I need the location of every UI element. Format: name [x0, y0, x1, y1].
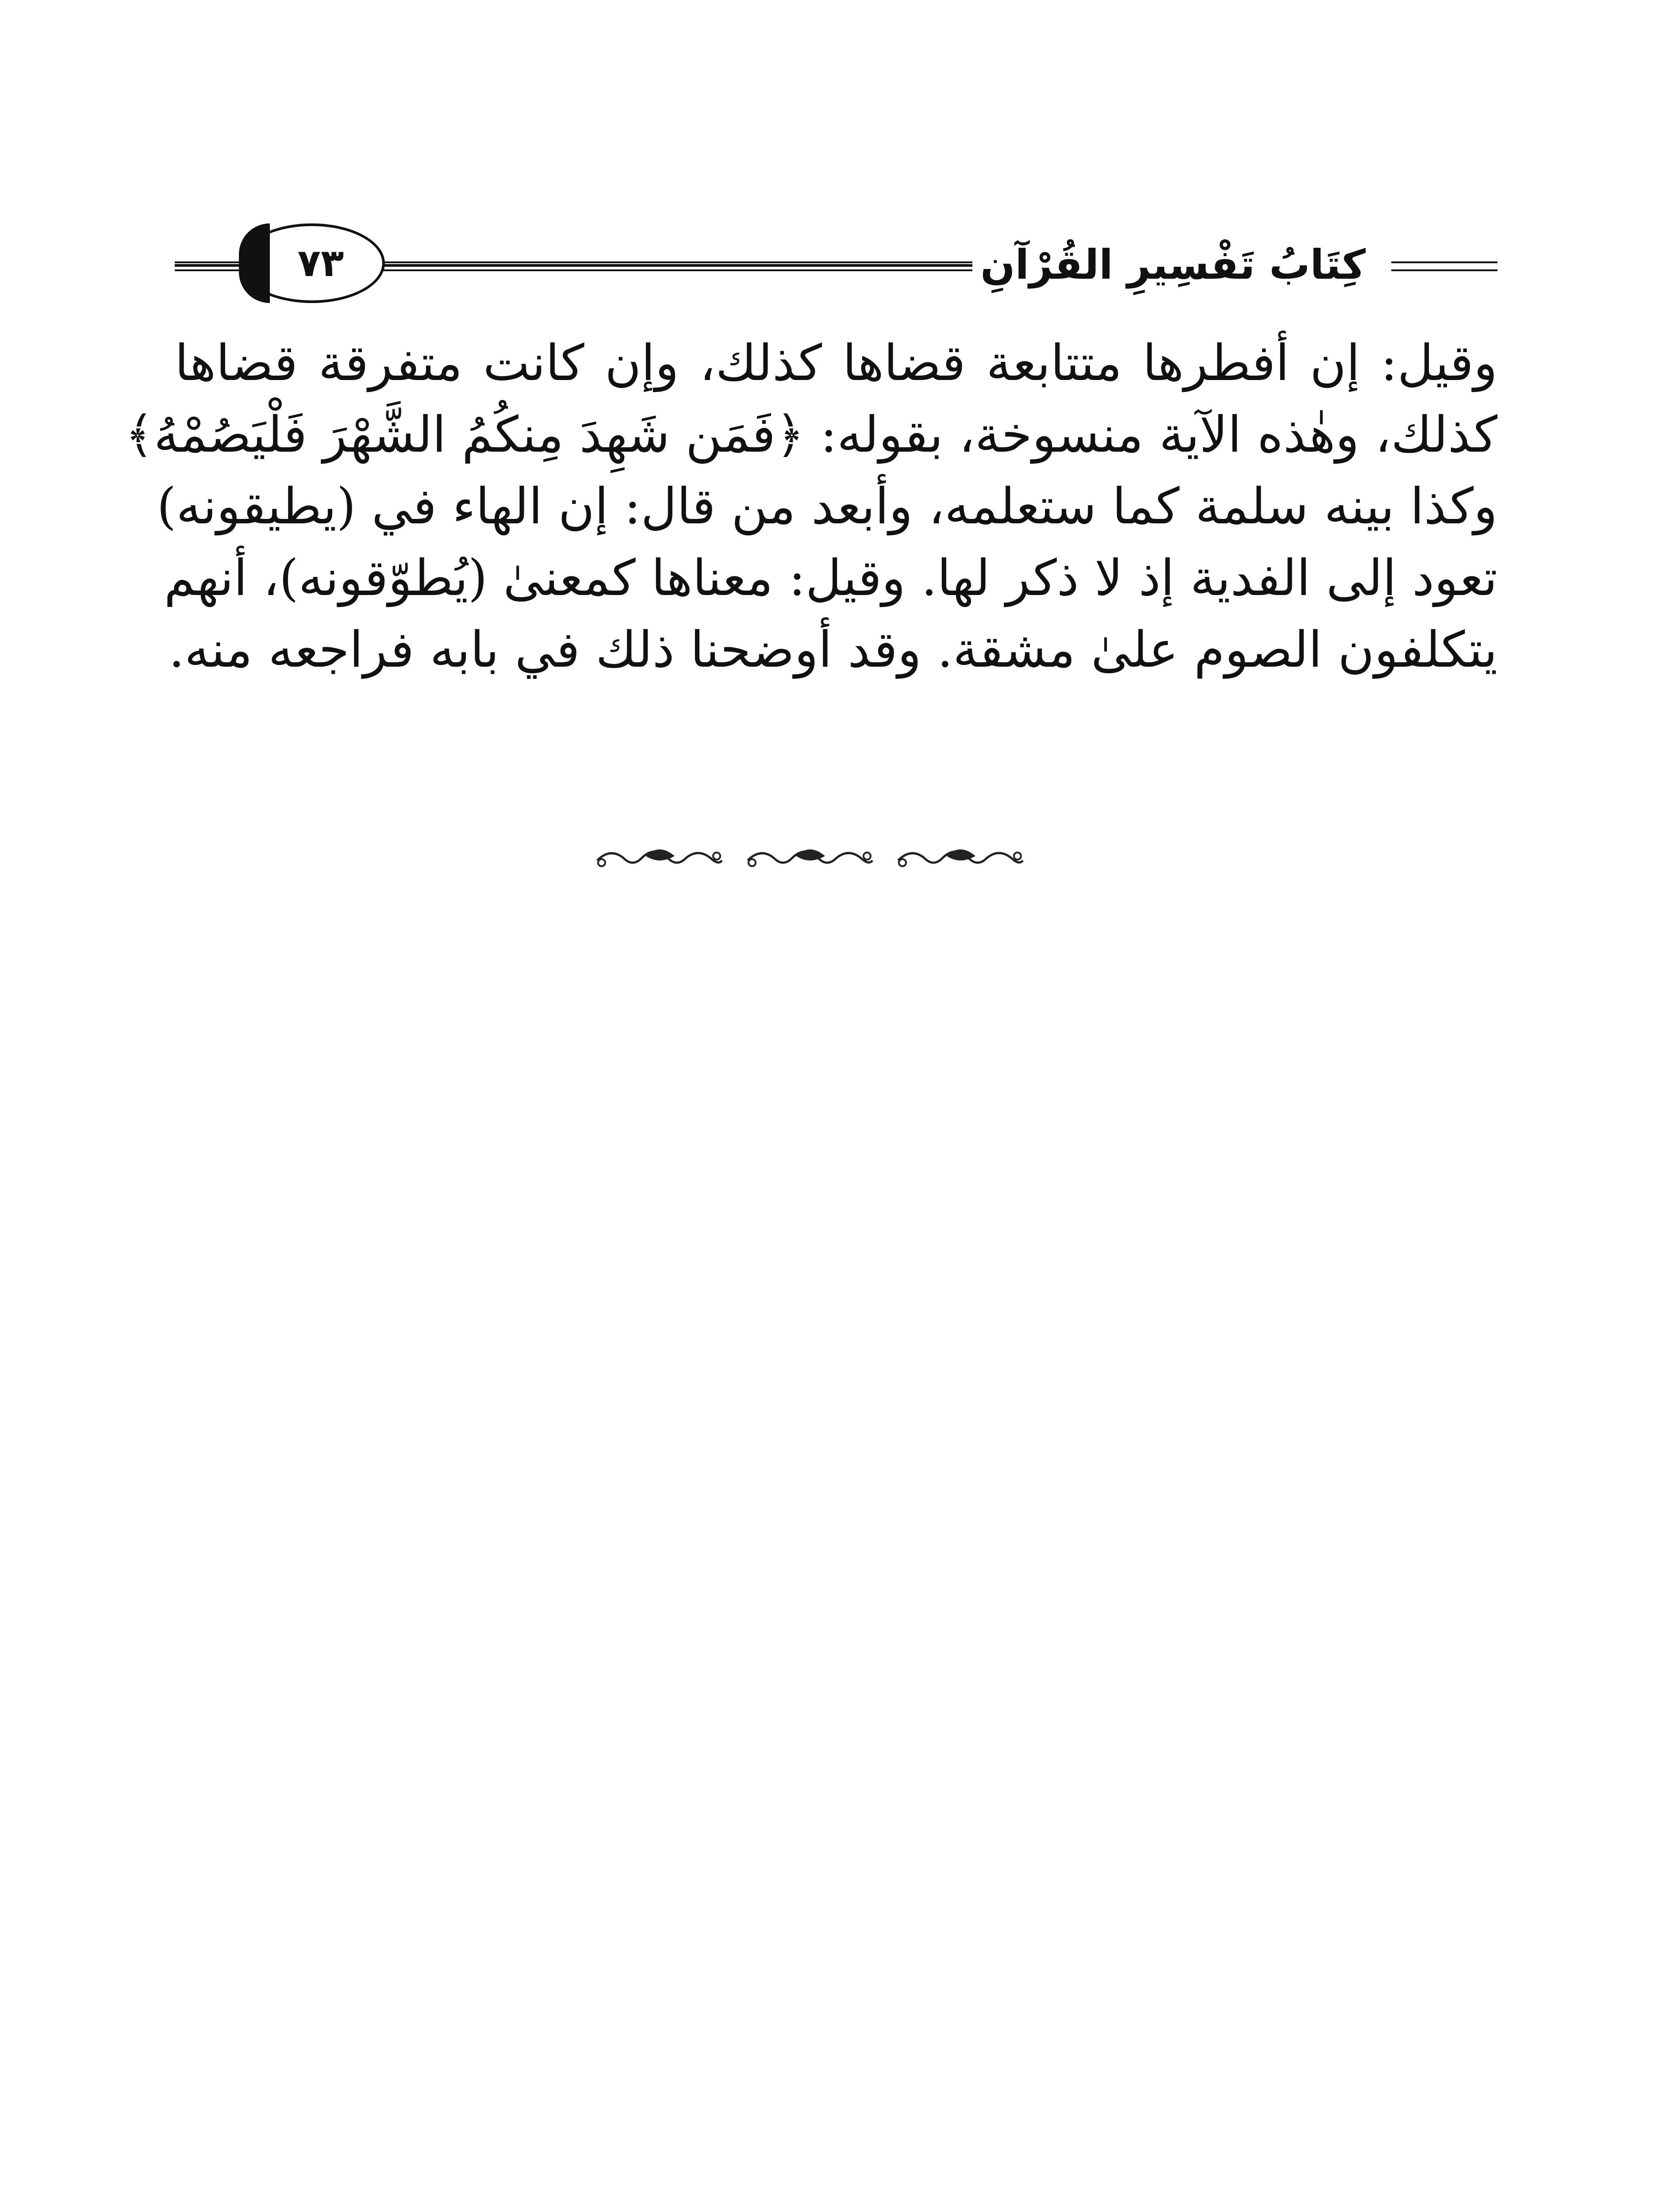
page-number: ٧٣ — [297, 241, 344, 285]
text-line: يتكلفون الصوم علىٰ مشقة. وقد أوضحنا ذلك في بابه فراجعه منه. — [169, 621, 1497, 679]
floral-motif-icon — [894, 843, 1026, 874]
body-text — [125, 327, 1497, 686]
text-line: وقيل: إن أفطرها متتابعة قضاها كذلك، وإن كانت متفرقة قضاها — [175, 334, 1497, 392]
page-header — [175, 223, 1497, 312]
text-line: وكذا بينه سلمة كما ستعلمه، وأبعد من قال: إن الهاء في (يطيقونه) — [157, 478, 1497, 535]
page-number-badge — [239, 223, 385, 303]
header-rule-right — [1391, 261, 1497, 271]
floral-motif-icon — [743, 843, 876, 874]
book-title: كِتَابُ تَفْسِيرِ القُرْآنِ — [972, 241, 1374, 288]
floral-divider-icon — [566, 838, 1053, 878]
floral-motif-icon — [593, 843, 726, 874]
text-line: كذلك، وهٰذه الآية منسوخة، بقوله: ﴿فَمَن شَهِدَ مِنكُمُ الشَّهْرَ فَلْيَصُمْهُ﴾ — [125, 406, 1497, 464]
text-line: تعود إلى الفدية إذ لا ذكر لها. وقيل: معناها كمعنىٰ (يُطوّقونه)، أنهم — [164, 549, 1497, 607]
